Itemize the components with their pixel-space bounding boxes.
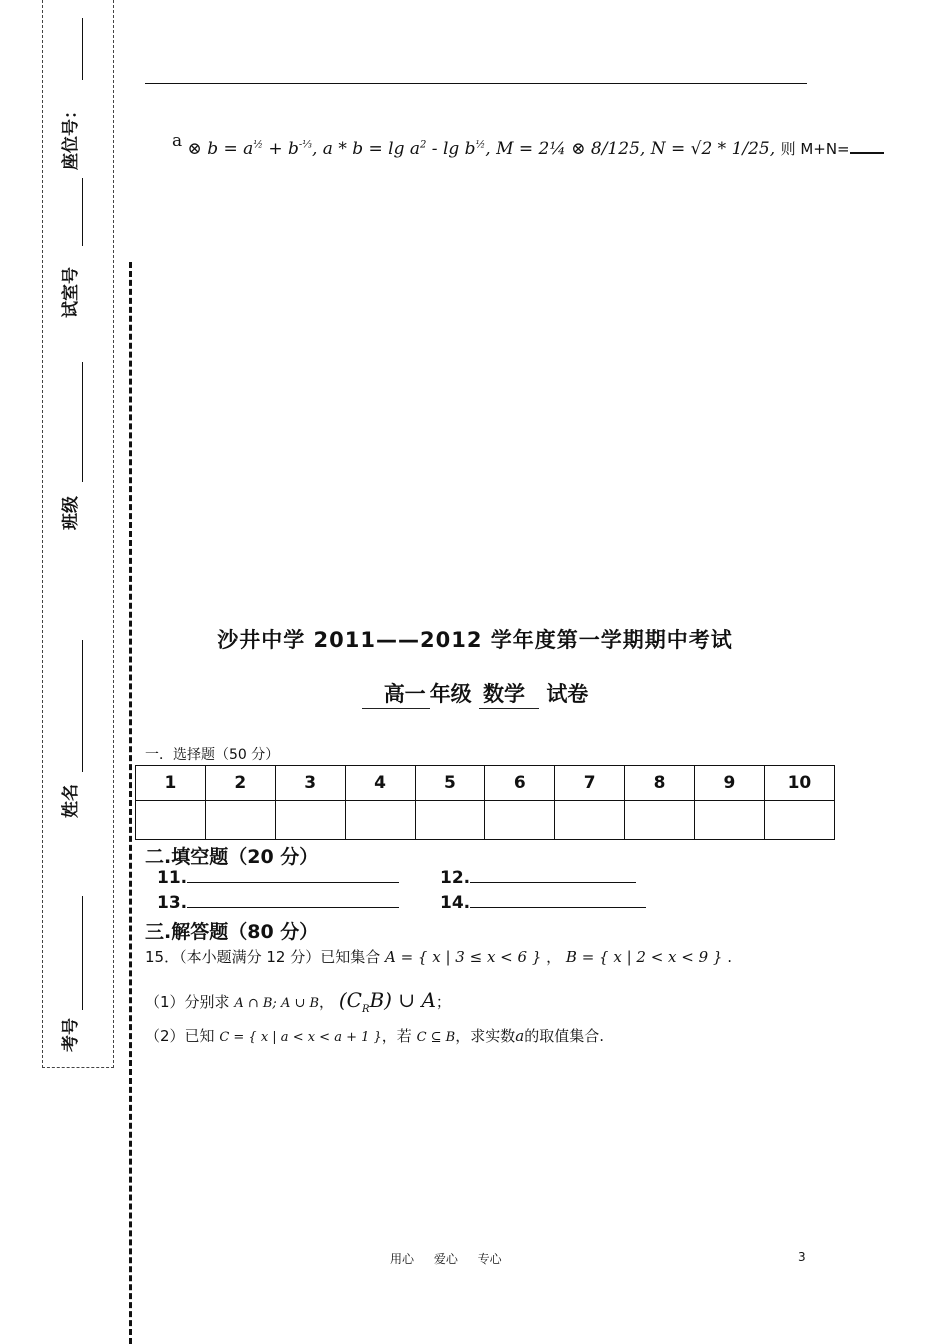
page-number: 3 [798, 1250, 806, 1264]
part2-end: 的取值集合. [524, 1027, 604, 1045]
section3-heading: 三.解答题（80 分） [145, 921, 319, 943]
question-number: 4 [345, 766, 415, 801]
question-number: 7 [555, 766, 625, 801]
fill-item-number: 13. [157, 893, 188, 913]
question-number: 2 [205, 766, 275, 801]
question-number: 1 [136, 766, 206, 801]
answer-cell[interactable] [205, 801, 275, 840]
answer-cell[interactable] [695, 801, 765, 840]
student-name-label: 姓名 [61, 784, 81, 818]
answer-cell[interactable] [345, 801, 415, 840]
question-number: 10 [764, 766, 834, 801]
grade-suffix: 年级 [429, 682, 472, 706]
answer-cell[interactable] [415, 801, 485, 840]
answer-cell[interactable] [764, 801, 834, 840]
question-15-stem: 15．（本小题满分 12 分）已知集合 A = { x | 3 ≤ x < 6 } ， B = { x | 2 < x < 9 } . [145, 948, 733, 966]
answer-cell[interactable] [625, 801, 695, 840]
fill-blank-14[interactable] [470, 891, 646, 908]
set-b-expression: B = { x | 2 < x < 9 } [565, 948, 723, 966]
fill-blank-12[interactable] [470, 866, 636, 883]
section1-heading: 一．选择题（50 分） [145, 747, 280, 763]
formula-question: 则 M+N= [780, 140, 850, 158]
exam-room-label: 试室号 [61, 267, 81, 318]
fill-item-13 [157, 891, 399, 913]
part1-expression: A ∩ B; A ∪ B [234, 996, 320, 1011]
set-a-expression: A = { x | 3 ≤ x < 6 } [385, 948, 542, 966]
answer-table [135, 765, 835, 840]
answer-table-answer-row [136, 801, 835, 840]
fill-blank-13[interactable] [187, 891, 399, 908]
answer-blank-mn[interactable] [850, 140, 884, 154]
question-number: 9 [695, 766, 765, 801]
answer-cell[interactable] [555, 801, 625, 840]
part2-tail: ，求实数 [455, 1027, 516, 1045]
part1-complement-expression: $(C_RB)$ ∪ A [338, 988, 436, 1015]
fill-item-11 [157, 866, 399, 888]
exam-subtitle [0, 678, 950, 709]
variable-a: a [515, 1027, 525, 1045]
set-c-expression: C = { x | a < x < a + 1 } [219, 1030, 382, 1045]
part1-label: （1）分别求 [145, 993, 230, 1011]
formula-expression: ⊗ $b = a^{\frac{1}{2}} + b^{-\frac{1}{3}}$, $a * b = \lg a^2 - \lg b^{\frac{1}{2}}$, M = 2¼ ⊗ 8/125, N = √2 * 1/25, [187, 139, 776, 159]
answer-cell[interactable] [485, 801, 555, 840]
exam-room-line [82, 178, 83, 246]
fill-item-number: 11. [157, 868, 188, 888]
exam-title: 沙井中学 2011——2012 学年度第一学期期中考试 [217, 628, 733, 652]
question-number: 8 [625, 766, 695, 801]
exam-number-line [82, 896, 83, 1010]
part2-label: （2）已知 [145, 1027, 215, 1045]
grade-value: 高一 [362, 678, 430, 709]
fill-blank-11[interactable] [187, 866, 399, 883]
answer-cell[interactable] [136, 801, 206, 840]
subset-expression: C ⊆ B [416, 1030, 456, 1045]
question-15-lead: 15．（本小题满分 12 分）已知集合 [145, 948, 381, 966]
question-number: 3 [275, 766, 345, 801]
paper-label: 试卷 [546, 682, 589, 706]
question-number: 5 [415, 766, 485, 801]
answer-cell[interactable] [275, 801, 345, 840]
class-label: 班级 [61, 496, 81, 530]
fill-item-number: 14. [440, 893, 471, 913]
formula-line [172, 131, 884, 159]
exam-number-label: 考号 [61, 1018, 81, 1052]
answer-table-header-row [136, 766, 835, 801]
formula-lead: a [172, 131, 183, 151]
cut-line [129, 262, 132, 1344]
top-rule [145, 83, 807, 84]
fill-item-14 [440, 891, 646, 913]
class-line [82, 362, 83, 482]
question-15-part1: （1）分别求 A ∩ B; A ∪ B， $(C_RB)$ ∪ A； [145, 988, 451, 1015]
subject-value: 数学 [479, 678, 539, 709]
section2-heading: 二.填空题（20 分） [145, 846, 319, 868]
seat-number-line [82, 18, 83, 80]
question-number: 6 [485, 766, 555, 801]
footer-motto: 用心 爱心 专心 [390, 1252, 502, 1266]
question-15-part2: （2）已知 C = { x | a < x < a + 1 }，若 C ⊆ B，求实数a的取值集合. [145, 1027, 604, 1045]
fill-item-number: 12. [440, 868, 471, 888]
seat-number-label: 座位号： [61, 102, 81, 170]
fill-item-12 [440, 866, 636, 888]
